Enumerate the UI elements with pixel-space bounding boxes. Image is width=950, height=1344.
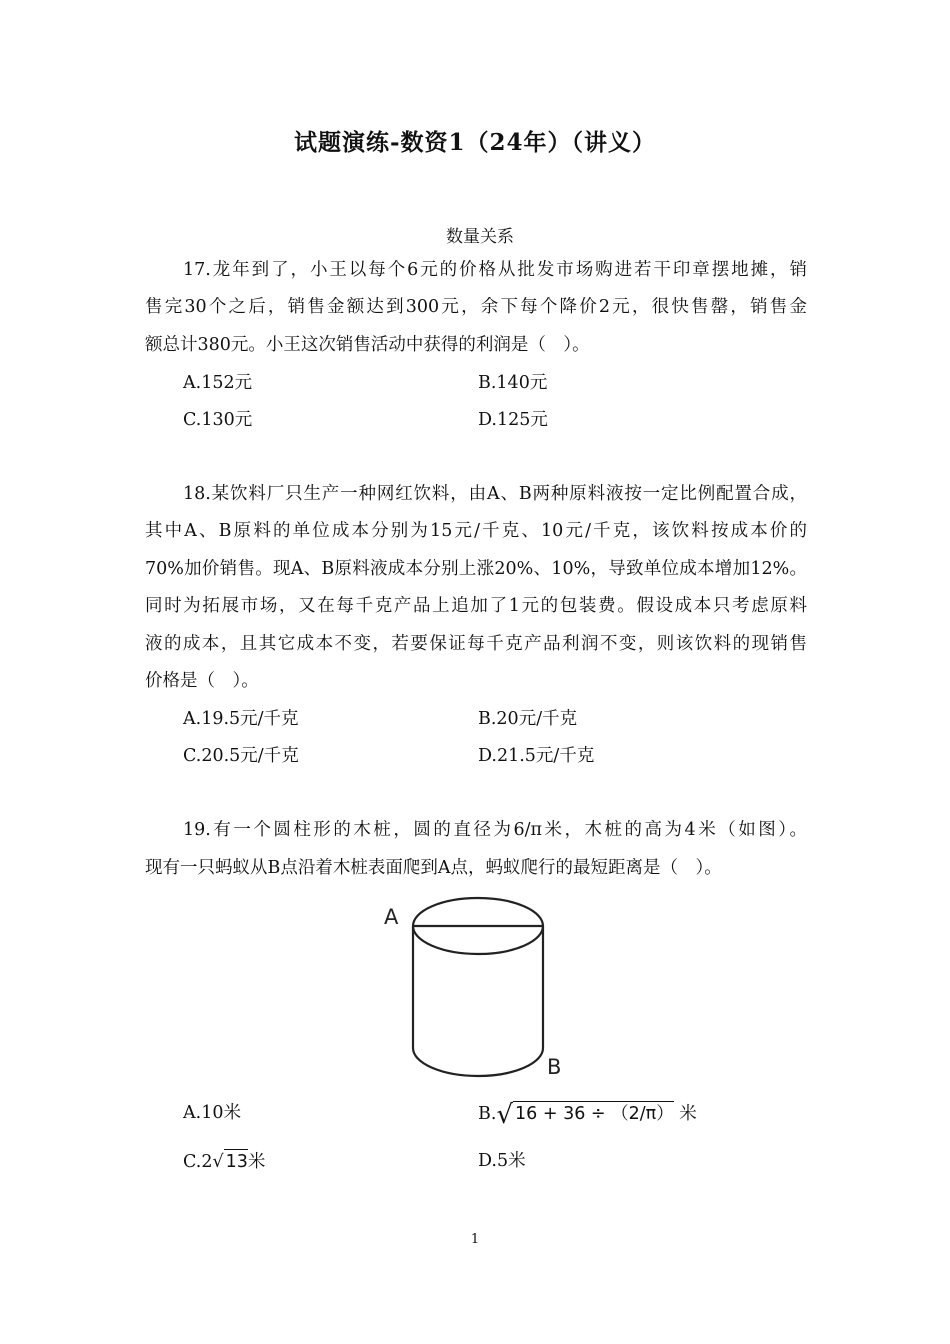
option-d: D.21.5元/千克 xyxy=(478,746,595,766)
page-title: 试题演练-数资1（24年）（讲义） xyxy=(293,129,657,156)
option-c xyxy=(183,1149,265,1174)
option-d: D.5米 xyxy=(478,1151,526,1171)
unit: 米 xyxy=(679,1104,697,1124)
question-text-line: 17.龙年到了，小王以每个6元的价格从批发市场购进若干印章摆地摊，销 xyxy=(183,260,807,280)
radical-sign: √ xyxy=(496,1100,514,1130)
option-c: C.20.5元/千克 xyxy=(183,746,299,766)
question-text-line: 额总计380元。小王这次销售活动中获得的利润是（ ）。 xyxy=(145,335,590,355)
option-label: B. xyxy=(478,1104,497,1124)
option-a: A.10米 xyxy=(183,1103,241,1123)
option-label: C.2 xyxy=(183,1152,213,1172)
unit: 米 xyxy=(247,1152,266,1172)
option-b: B.140元 xyxy=(478,373,548,393)
point-a-label: A xyxy=(384,905,399,929)
page-number: 1 xyxy=(470,1232,480,1247)
option-a: A.152元 xyxy=(183,373,253,393)
question-text-line: 液的成本，且其它成本不变，若要保证每千克产品利润不变，则该饮料的现销售 xyxy=(145,634,807,654)
question-text-line: 售完30个之后，销售金额达到300元，余下每个降价2元，很快售罄，销售金 xyxy=(145,297,807,317)
radicand: 16 + 36 ÷ （2/π） xyxy=(513,1101,674,1126)
cylinder-figure xyxy=(370,890,570,1085)
radical-sign: √ xyxy=(212,1152,224,1172)
radicand: 13 xyxy=(224,1149,248,1174)
section-heading: 数量关系 xyxy=(446,227,514,247)
option-d: D.125元 xyxy=(478,410,548,430)
question-text-line: 同时为拓展市场，又在每千克产品上追加了1元的包装费。假设成本只考虑原料 xyxy=(145,596,807,616)
question-text-line: 其中A、B原料的单位成本分别为15元/千克、10元/千克，该饮料按成本价的 xyxy=(145,521,807,541)
cylinder-bottom-arc xyxy=(413,1048,543,1076)
question-text-line: 18.某饮料厂只生产一种网红饮料，由A、B两种原料液按一定比例配置合成， xyxy=(183,484,807,504)
question-text-line: 70%加价销售。现A、B原料液成本分别上涨20%、10%，导致单位成本增加12%。 xyxy=(145,559,807,579)
option-a: A.19.5元/千克 xyxy=(183,709,299,729)
question-text-line: 现有一只蚂蚁从B点沿着木桩表面爬到A点，蚂蚁爬行的最短距离是（ ）。 xyxy=(145,858,722,878)
option-b: B.20元/千克 xyxy=(478,709,578,729)
option-c: C.130元 xyxy=(183,410,253,430)
question-text-line: 价格是（ ）。 xyxy=(145,671,259,691)
point-b-label: B xyxy=(547,1055,562,1079)
option-b xyxy=(478,1100,697,1130)
question-text-line: 19.有一个圆柱形的木桩，圆的直径为6/π米，木桩的高为4米（如图）。 xyxy=(183,820,807,840)
